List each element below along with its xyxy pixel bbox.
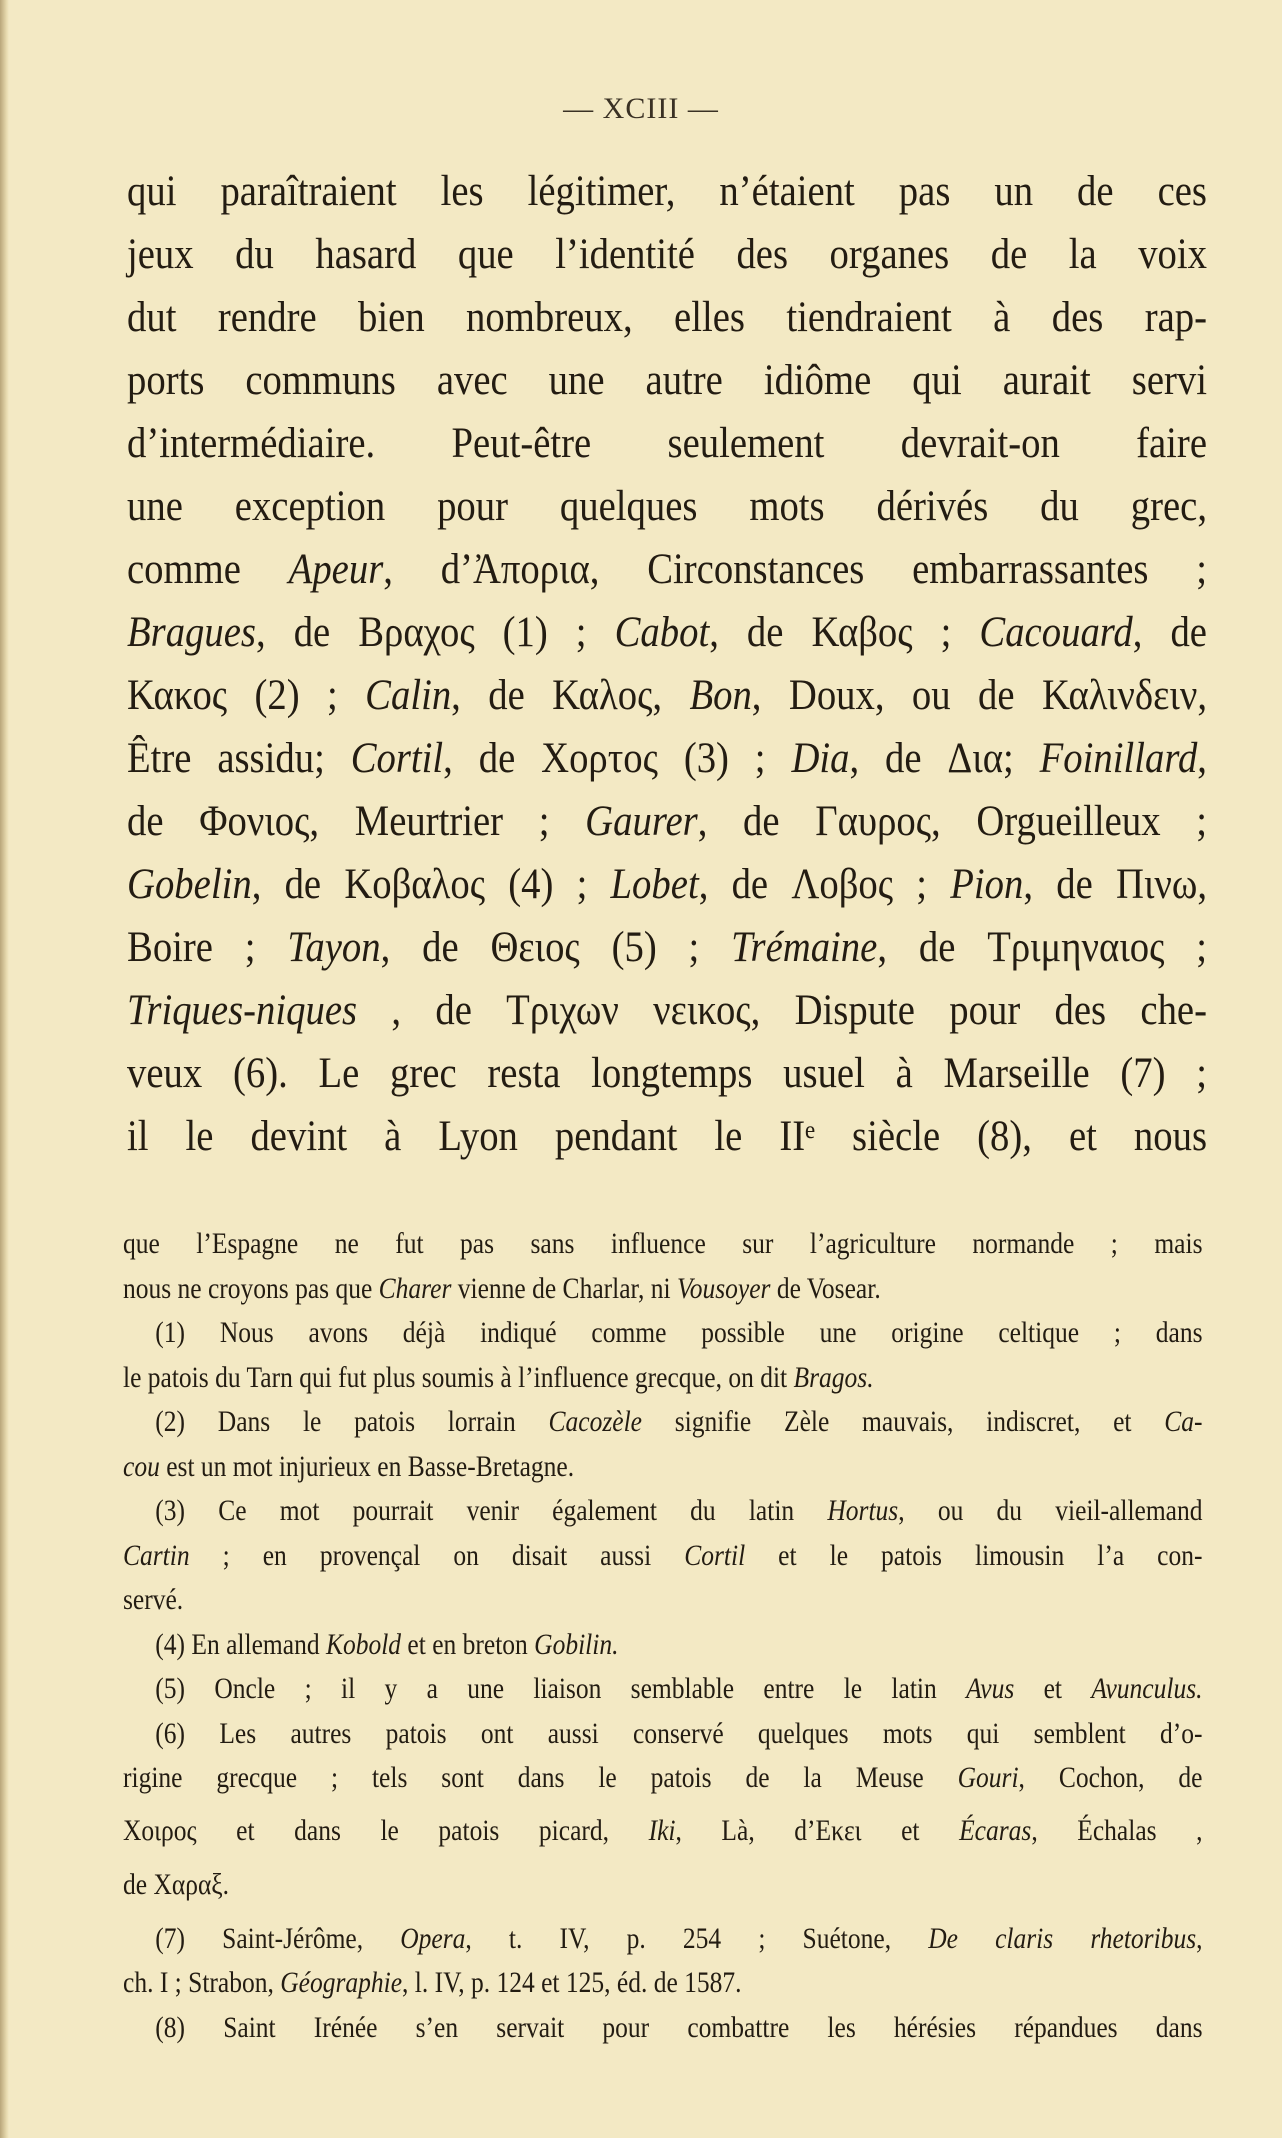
text-run: veux (6). Le grec resta longtemps usuel à Marseille (7) ; — [127, 1050, 1207, 1097]
footnote-line — [123, 1712, 1203, 1757]
italic-term: Bragos. — [793, 1360, 874, 1394]
text-line — [127, 412, 1207, 475]
text-run: que l’Espagne ne fut pas sans influence sur l’agriculture normande ; mais — [123, 1227, 1203, 1260]
italic-term: Ca- — [1164, 1405, 1203, 1438]
text-run: , de Θειος (5) ; — [380, 924, 732, 971]
text-line — [127, 1105, 1207, 1168]
text-run: dut rendre bien nombreux, elles tiendraient à des rap- — [127, 294, 1207, 341]
text-run: de Vosear. — [770, 1271, 881, 1305]
italic-term: Gobilin. — [534, 1627, 619, 1661]
italic-term: Cabot — [614, 609, 710, 656]
text-run: de Χαραξ. — [123, 1867, 230, 1901]
italic-term: Vousoyer — [676, 1271, 771, 1305]
text-line — [127, 538, 1207, 601]
italic-term: Cortil — [684, 1538, 746, 1572]
italic-term: cou — [123, 1449, 160, 1483]
italic-term: Avus — [966, 1672, 1015, 1705]
text-run: ; en provençal on disait aussi — [189, 1538, 685, 1572]
footnotes — [123, 1222, 1282, 2050]
text-line — [127, 1042, 1207, 1105]
italic-term: Foinillard — [1039, 735, 1198, 782]
text-run: , de Δια; — [849, 735, 1040, 782]
text-line — [127, 727, 1207, 790]
footnote-line — [123, 2006, 1203, 2051]
text-run: , de Κοβαλος (4) ; — [251, 861, 611, 908]
text-line — [127, 916, 1207, 979]
text-line — [127, 601, 1207, 664]
text-run: qui paraîtraient les légitimer, n’étaient pas un de ces — [127, 168, 1207, 215]
text-line — [127, 979, 1207, 1042]
italic-term: Cartin — [123, 1538, 190, 1572]
text-run: jeux du hasard que l’identité des organes de la voix — [127, 231, 1207, 278]
italic-term: Gouri — [957, 1761, 1019, 1794]
text-run: , Échalas , — [1031, 1813, 1203, 1847]
text-run: il le devint à Lyon pendant le IIᵉ siècle (8), et nous — [127, 1113, 1207, 1160]
text-line — [127, 160, 1207, 223]
page-binding-edge — [0, 0, 9, 2138]
footnote-line — [123, 1578, 1203, 1623]
text-run: et en breton — [401, 1627, 535, 1661]
italic-term: Cacouard — [979, 609, 1133, 656]
footnote-line — [123, 1917, 1203, 1962]
text-run: (3) Ce mot pourrait venir également du latin — [155, 1494, 828, 1527]
text-run: Boire ; — [127, 924, 288, 971]
text-run: Χοιρος et dans le patois picard, — [123, 1813, 649, 1847]
italic-term: Lobet — [610, 861, 699, 908]
footnote-line — [123, 1534, 1203, 1579]
footnote-line — [123, 1623, 1203, 1668]
text-run: (2) Dans le patois lorrain — [155, 1405, 549, 1438]
text-run: , t. IV, p. 254 ; Suétone, — [465, 1921, 929, 1955]
italic-term: Géographie — [280, 1966, 403, 1999]
text-line — [127, 664, 1207, 727]
text-run: , Cochon, de — [1018, 1761, 1203, 1794]
italic-term: Calin — [365, 672, 452, 719]
text-run: , — [1196, 1921, 1203, 1955]
italic-term: Bragues — [127, 609, 256, 656]
text-run: (1) Nous avons déjà indiqué comme possible une origine celtique ; dans — [155, 1316, 1203, 1349]
italic-term: Apeur — [288, 546, 384, 593]
text-run: rigine grecque ; tels sont dans le patois de la Meuse — [123, 1761, 958, 1794]
text-line — [127, 853, 1207, 916]
text-run: , Doux, ou de Καλινδειν, — [751, 672, 1207, 719]
text-run: (4) En allemand — [155, 1627, 326, 1661]
footnote-line — [123, 1356, 1203, 1401]
text-run: nous ne croyons pas que — [123, 1271, 379, 1305]
text-run: , ou du vieil-allemand — [898, 1494, 1203, 1527]
footnote-line — [123, 1853, 1203, 1917]
text-line — [127, 475, 1207, 538]
text-run: , de Τριχων νεικος, Dispute pour des che- — [357, 987, 1207, 1034]
text-run: signifie Zèle mauvais, indiscret, et — [641, 1405, 1165, 1438]
text-line — [127, 286, 1207, 349]
italic-term: Gaurer — [585, 798, 698, 845]
text-run: , de Πινω, — [1023, 861, 1208, 908]
italic-term: Dia — [791, 735, 850, 782]
text-run: Κακος (2) ; — [127, 672, 366, 719]
text-run: , de Γαυρος, Orgueilleux ; — [697, 798, 1207, 845]
text-run: d’intermédiaire. Peut-être seulement devrait-on faire — [127, 420, 1207, 467]
text-run: ports communs avec une autre idiôme qui aurait servi — [127, 357, 1207, 404]
text-run: une exception pour quelques mots dérivés du grec, — [127, 483, 1207, 530]
italic-term: Iki — [648, 1813, 676, 1847]
footnote-line — [123, 1445, 1203, 1490]
main-text — [127, 160, 1282, 1168]
text-run: (8) Saint Irénée s’en servait pour combattre les hérésies répandues dans — [155, 2010, 1203, 2044]
text-run: , de Βραχος (1) ; — [255, 609, 615, 656]
italic-term: De claris rhetoribus — [928, 1921, 1197, 1955]
footnote-line — [123, 1267, 1203, 1312]
footnote-line — [123, 1222, 1203, 1267]
text-run: , — [1197, 735, 1207, 782]
italic-term: Cortil — [350, 735, 444, 782]
footnote-line — [123, 1311, 1203, 1356]
footnote-line — [123, 1400, 1203, 1445]
italic-term: Triques-niques — [127, 987, 358, 1034]
text-run: , de Καλος, — [451, 672, 690, 719]
text-run: , l. IV, p. 124 et 125, éd. de 1587. — [402, 1966, 742, 1999]
footnote-line — [123, 1667, 1203, 1712]
footnote-line — [123, 1961, 1203, 2006]
italic-term: Bon — [689, 672, 752, 719]
text-run: (5) Oncle ; il y a une liaison semblable entre le latin — [155, 1672, 967, 1705]
footnote-line — [123, 1801, 1203, 1853]
text-run: et le patois limousin l’a con- — [745, 1538, 1203, 1572]
text-run: Être assidu; — [127, 735, 351, 782]
text-line — [127, 790, 1207, 853]
text-run: vienne de Charlar, ni — [451, 1271, 677, 1305]
italic-term: Gobelin — [127, 861, 252, 908]
italic-term: Pion — [950, 861, 1024, 908]
text-run: , de Λοβος ; — [698, 861, 951, 908]
text-run: , de Καβος ; — [709, 609, 980, 656]
text-run: , de Τριμηναιος ; — [877, 924, 1207, 971]
text-run: (7) Saint-Jérôme, — [155, 1921, 401, 1955]
italic-term: Cacozèle — [548, 1405, 642, 1438]
italic-term: Charer — [378, 1271, 452, 1305]
page-number: — XCIII — — [563, 92, 719, 125]
italic-term: Tayon — [287, 924, 381, 971]
text-run: servé. — [123, 1583, 184, 1616]
text-run: (6) Les autres patois ont aussi conservé quelques mots qui semblent d’o- — [155, 1716, 1203, 1750]
text-run: , de Χορτος (3) ; — [443, 735, 792, 782]
italic-term: Kobold — [325, 1627, 402, 1661]
text-line — [127, 223, 1207, 286]
italic-term: Trémaine — [731, 924, 878, 971]
italic-term: Opera — [400, 1921, 466, 1955]
text-run: , de — [1132, 609, 1207, 656]
text-run: le patois du Tarn qui fut plus soumis à l’influence grecque, on dit — [123, 1360, 794, 1394]
text-run: ch. I ; Strabon, — [123, 1966, 281, 1999]
text-run: , Là, d’Εκει et — [675, 1813, 960, 1847]
text-line — [127, 349, 1207, 412]
italic-term: Hortus — [827, 1494, 899, 1527]
text-run: , d’Ἀπορια, Circonstances embarrassantes ; — [383, 546, 1207, 593]
italic-term: Avunculus. — [1091, 1672, 1203, 1705]
text-run: comme — [127, 546, 289, 593]
text-run: de Φονιος, Meurtrier ; — [127, 798, 586, 845]
italic-term: Écaras — [959, 1813, 1032, 1847]
text-run: est un mot injurieux en Basse-Bretagne. — [159, 1449, 575, 1483]
text-run: et — [1014, 1672, 1092, 1705]
footnote-line — [123, 1489, 1203, 1534]
footnote-line — [123, 1756, 1203, 1801]
